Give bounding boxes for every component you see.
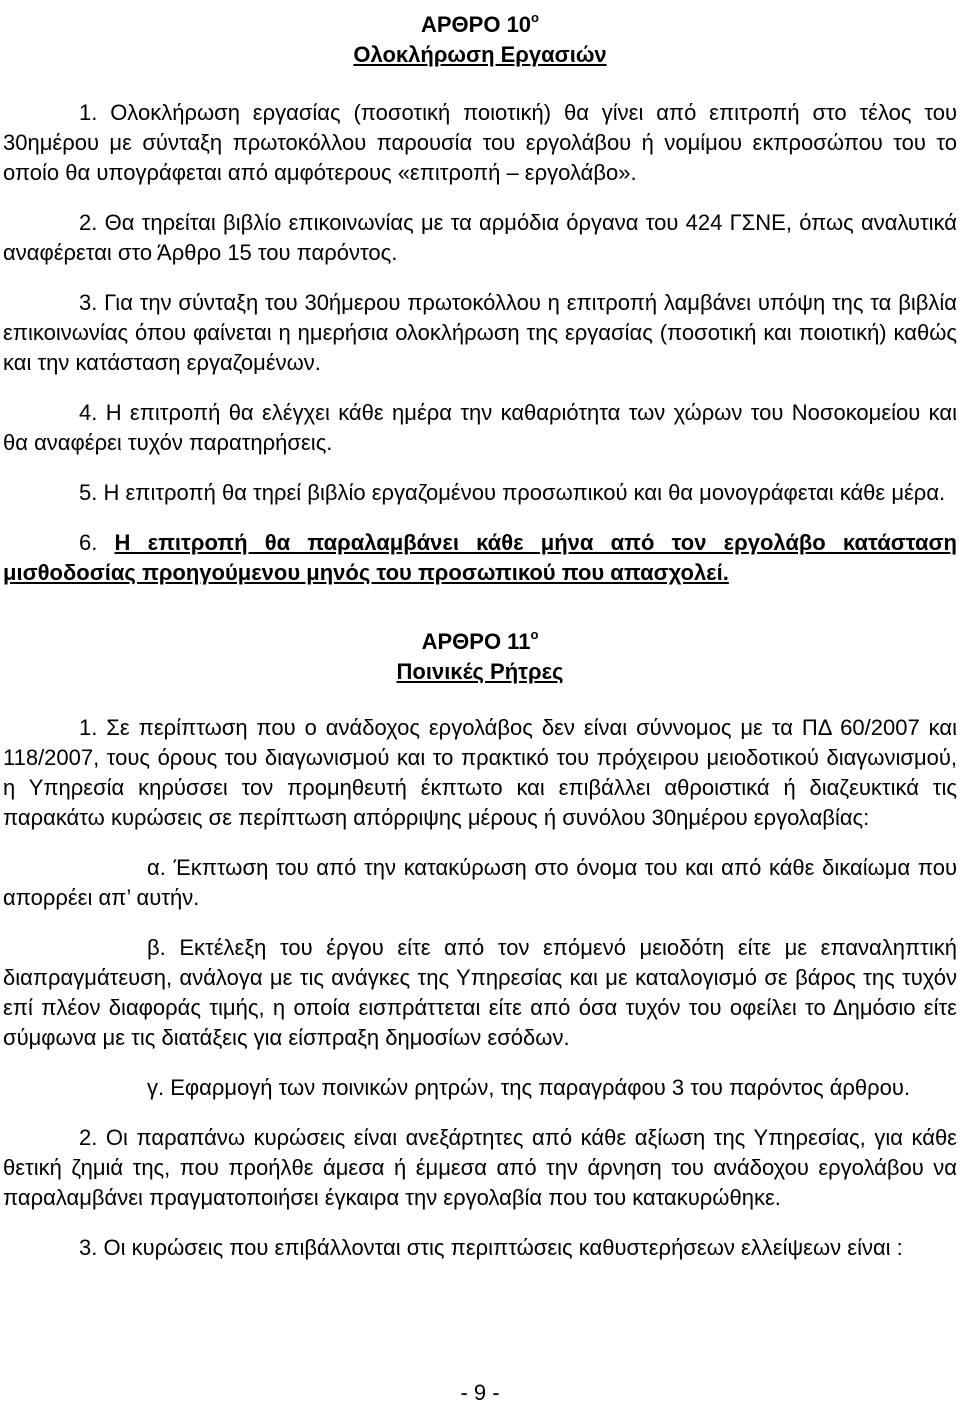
article-11-title: ΑΡΘΡΟ $11^o$: [421, 627, 539, 654]
emphasized-text: Η επιτροπή θα παραλαμβάνει κάθε μήνα από τον εργολάβο κατάσταση μισθοδοσίας προηγούμενου μηνός του προσωπικού που απασχολεί.: [3, 530, 957, 585]
page-number: - 9 -: [460, 1380, 500, 1405]
article-10-paragraph-3: 3. Για την σύνταξη του 30ήμερου πρωτοκόλλου η επιτροπή λαμβάνει υπόψη της τα βιβλία επικοινωνίας όπου φαίνεται η ημερήσια ολοκλήρωση της εργασίας (ποσοτική και ποιοτική) καθώς και την κατάσταση εργαζομένων.: [3, 290, 957, 375]
article-11-paragraph-3: 3. Οι κυρώσεις που επιβάλλονται στις περιπτώσεις καθυστερήσεων ελλείψεων είναι :: [79, 1235, 903, 1260]
article-10-title: ΑΡΘΡΟ $10^o$: [421, 10, 539, 37]
article-11-subtitle: Ποινικές Ρήτρες: [396, 659, 564, 684]
article-10-paragraph-2: 2. Θα τηρείται βιβλίο επικοινωνίας με τα αρμόδια όργανα του 424 ΓΣΝΕ, όπως αναλυτικά αναφέρεται στο Άρθρο 15 του παρόντος.: [3, 210, 957, 265]
article-11-item-b: β. Εκτέλεξη του έργου είτε από τον επόμενό μειοδότη είτε με επαναληπτική διαπραγμάτευση, ανάλογα με τις ανάγκες της Υπηρεσίας και με καταλογισμό σε βάρος της τυχόν επί πλέον διαφοράς τιμής, η οποία εισπράττεται είτε από όσα τυχόν του οφείλει το Δημόσιο είτε σύμφωνα με τις διατάξεις για είσπραξη δημοσίων εσόδων.: [3, 935, 957, 1050]
article-11-paragraph-2: 2. Οι παραπάνω κυρώσεις είναι ανεξάρτητες από κάθε αξίωση της Υπηρεσίας, για κάθε θετική ζημιά της, που προήλθε άμεσα ή έμμεσα από την άρνηση του ανάδοχου εργολάβου να παραλαμβάνει πραγματοποιήσει έγκαιρα την εργολαβία που του κατακυρώθηκε.: [3, 1125, 957, 1210]
article-10-paragraph-1: 1. Ολοκλήρωση εργασίας (ποσοτική ποιοτική) θα γίνει από επιτροπή στο τέλος του 30ημέρου με σύνταξη πρωτοκόλλου παρουσία του εργολάβου ή νομίμου εκπροσώπου του το οποίο θα υπογράφεται από αμφότερους «επιτροπή – εργολάβο».: [3, 100, 957, 185]
document-page: [3, 0, 957, 1408]
article-10-paragraph-4: 4. Η επιτροπή θα ελέγχει κάθε ημέρα την καθαριότητα των χώρων του Νοσοκομείου και θα αναφέρει τυχόν παρατηρήσεις.: [3, 400, 957, 455]
article-10-paragraph-5: 5. Η επιτροπή θα τηρεί βιβλίο εργαζομένου προσωπικού και θα μονογράφεται κάθε μέρα.: [79, 480, 946, 505]
paragraph-number: 6.: [79, 530, 115, 555]
article-11-item-a: α. Έκπτωση του από την κατακύρωση στο όνομα του και από κάθε δικαίωμα που απορρέει απ’ αυτήν.: [3, 855, 957, 910]
article-11-item-c: γ. Εφαρμογή των ποινικών ρητρών, της παραγράφου 3 του παρόντος άρθρου.: [147, 1075, 911, 1100]
article-10-paragraph-6: [3, 528, 957, 588]
article-11-paragraph-1: 1. Σε περίπτωση που ο ανάδοχος εργολάβος δεν είναι σύννομος με τα ΠΔ 60/2007 και 118/2007, τους όρους του διαγωνισμού και το πρακτικό του πρόχειρου μειοδοτικού διαγωνισμού, η Υπηρεσία κηρύσσει τον προμηθευτή έκπτωτο και επιβάλλει αθροιστικά ή διαζευκτικά τις παρακάτω κυρώσεις σε περίπτωση απόρριψης μέρους ή συνόλου 30ημέρου εργολαβίας:: [3, 715, 957, 830]
article-10-subtitle: Ολοκλήρωση Εργασιών: [353, 42, 607, 67]
